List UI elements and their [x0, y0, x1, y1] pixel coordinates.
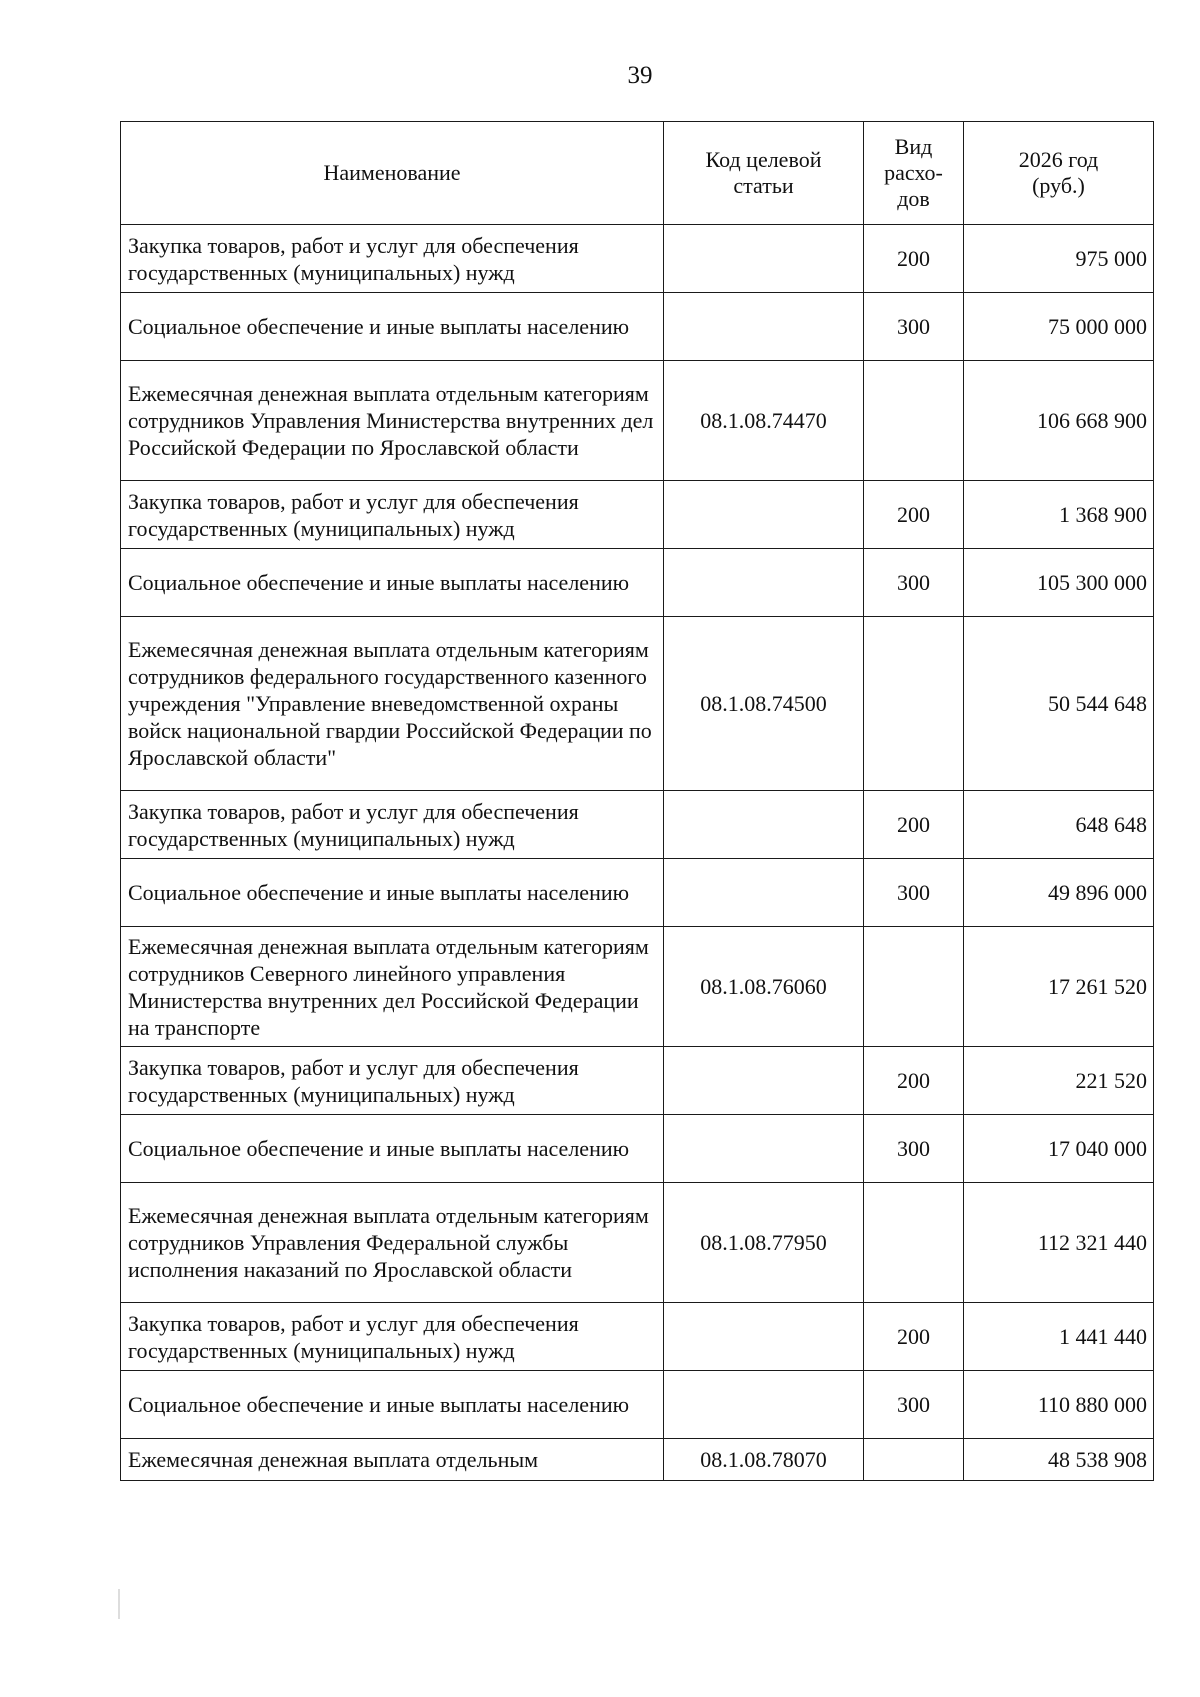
- row-type: [864, 1183, 964, 1303]
- row-type: 200: [864, 225, 964, 293]
- row-amount: 75 000 000: [964, 293, 1154, 361]
- table-row: [121, 1115, 1154, 1183]
- row-type: [864, 927, 964, 1047]
- row-type: 200: [864, 791, 964, 859]
- table-row: [121, 549, 1154, 617]
- row-type: [864, 1439, 964, 1481]
- row-name: Закупка товаров, работ и услуг для обеспечения государственных (муниципальных) нужд: [121, 1047, 664, 1115]
- row-type: 300: [864, 1115, 964, 1183]
- row-amount: 221 520: [964, 1047, 1154, 1115]
- row-code: [664, 1303, 864, 1371]
- header-amount: 2026 год (руб.): [964, 122, 1154, 225]
- row-amount: 17 261 520: [964, 927, 1154, 1047]
- header-code: Код целевой статьи: [664, 122, 864, 225]
- row-name: Закупка товаров, работ и услуг для обеспечения государственных (муниципальных) нужд: [121, 791, 664, 859]
- row-code: [664, 549, 864, 617]
- row-code: [664, 859, 864, 927]
- table-row: [121, 1183, 1154, 1303]
- row-name: Закупка товаров, работ и услуг для обеспечения государственных (муниципальных) нужд: [121, 225, 664, 293]
- row-type: [864, 617, 964, 791]
- table-row: [121, 225, 1154, 293]
- row-amount: 106 668 900: [964, 361, 1154, 481]
- row-type: 200: [864, 481, 964, 549]
- row-amount: 17 040 000: [964, 1115, 1154, 1183]
- budget-table: [120, 121, 1154, 1481]
- row-type: 200: [864, 1303, 964, 1371]
- header-type: Вид расхо- дов: [864, 122, 964, 225]
- row-code: [664, 1115, 864, 1183]
- row-amount: 975 000: [964, 225, 1154, 293]
- table-row: [121, 859, 1154, 927]
- row-amount: 1 368 900: [964, 481, 1154, 549]
- row-amount: 110 880 000: [964, 1371, 1154, 1439]
- row-type: 200: [864, 1047, 964, 1115]
- table-row: [121, 791, 1154, 859]
- row-code: [664, 1047, 864, 1115]
- row-amount: 49 896 000: [964, 859, 1154, 927]
- row-name: Ежемесячная денежная выплата отдельным категориям сотрудников федерального государственного казенного учреждения "Управление вневедомственной охраны войск национальной гвардии Российской Федерации по Ярославской области": [121, 617, 664, 791]
- row-code: 08.1.08.74500: [664, 617, 864, 791]
- row-name: Ежемесячная денежная выплата отдельным: [121, 1439, 664, 1481]
- row-code: [664, 225, 864, 293]
- row-name: Социальное обеспечение и иные выплаты населению: [121, 293, 664, 361]
- table-row: [121, 927, 1154, 1047]
- row-type: 300: [864, 293, 964, 361]
- table-row: [121, 1371, 1154, 1439]
- row-amount: 50 544 648: [964, 617, 1154, 791]
- table-row: [121, 617, 1154, 791]
- table-header-row: [121, 122, 1154, 225]
- row-name: Социальное обеспечение и иные выплаты населению: [121, 1371, 664, 1439]
- row-code: [664, 293, 864, 361]
- table-row: [121, 1303, 1154, 1371]
- row-code: 08.1.08.77950: [664, 1183, 864, 1303]
- row-amount: 648 648: [964, 791, 1154, 859]
- row-name: Социальное обеспечение и иные выплаты населению: [121, 1115, 664, 1183]
- row-name: Закупка товаров, работ и услуг для обеспечения государственных (муниципальных) нужд: [121, 1303, 664, 1371]
- scan-artifact: [118, 1589, 120, 1619]
- row-code: [664, 791, 864, 859]
- row-code: 08.1.08.74470: [664, 361, 864, 481]
- table-row: [121, 293, 1154, 361]
- row-name: Закупка товаров, работ и услуг для обеспечения государственных (муниципальных) нужд: [121, 481, 664, 549]
- table-row: [121, 1047, 1154, 1115]
- row-type: [864, 361, 964, 481]
- row-type: 300: [864, 549, 964, 617]
- row-name: Ежемесячная денежная выплата отдельным категориям сотрудников Управления Министерства внутренних дел Российской Федерации по Ярославской области: [121, 361, 664, 481]
- row-amount: 1 441 440: [964, 1303, 1154, 1371]
- row-type: 300: [864, 1371, 964, 1439]
- row-name: Социальное обеспечение и иные выплаты населению: [121, 549, 664, 617]
- row-type: 300: [864, 859, 964, 927]
- row-name: Социальное обеспечение и иные выплаты населению: [121, 859, 664, 927]
- table-row: [121, 361, 1154, 481]
- row-amount: 48 538 908: [964, 1439, 1154, 1481]
- page-number: 39: [627, 62, 653, 89]
- row-amount: 112 321 440: [964, 1183, 1154, 1303]
- table-row: [121, 481, 1154, 549]
- row-code: [664, 481, 864, 549]
- row-code: 08.1.08.76060: [664, 927, 864, 1047]
- row-amount: 105 300 000: [964, 549, 1154, 617]
- row-name: Ежемесячная денежная выплата отдельным категориям сотрудников Северного линейного управления Министерства внутренних дел Российской Федерации на транспорте: [121, 927, 664, 1047]
- table-row: [121, 1439, 1154, 1481]
- row-code: 08.1.08.78070: [664, 1439, 864, 1481]
- header-name: Наименование: [121, 122, 664, 225]
- row-code: [664, 1371, 864, 1439]
- row-name: Ежемесячная денежная выплата отдельным категориям сотрудников Управления Федеральной службы исполнения наказаний по Ярославской области: [121, 1183, 664, 1303]
